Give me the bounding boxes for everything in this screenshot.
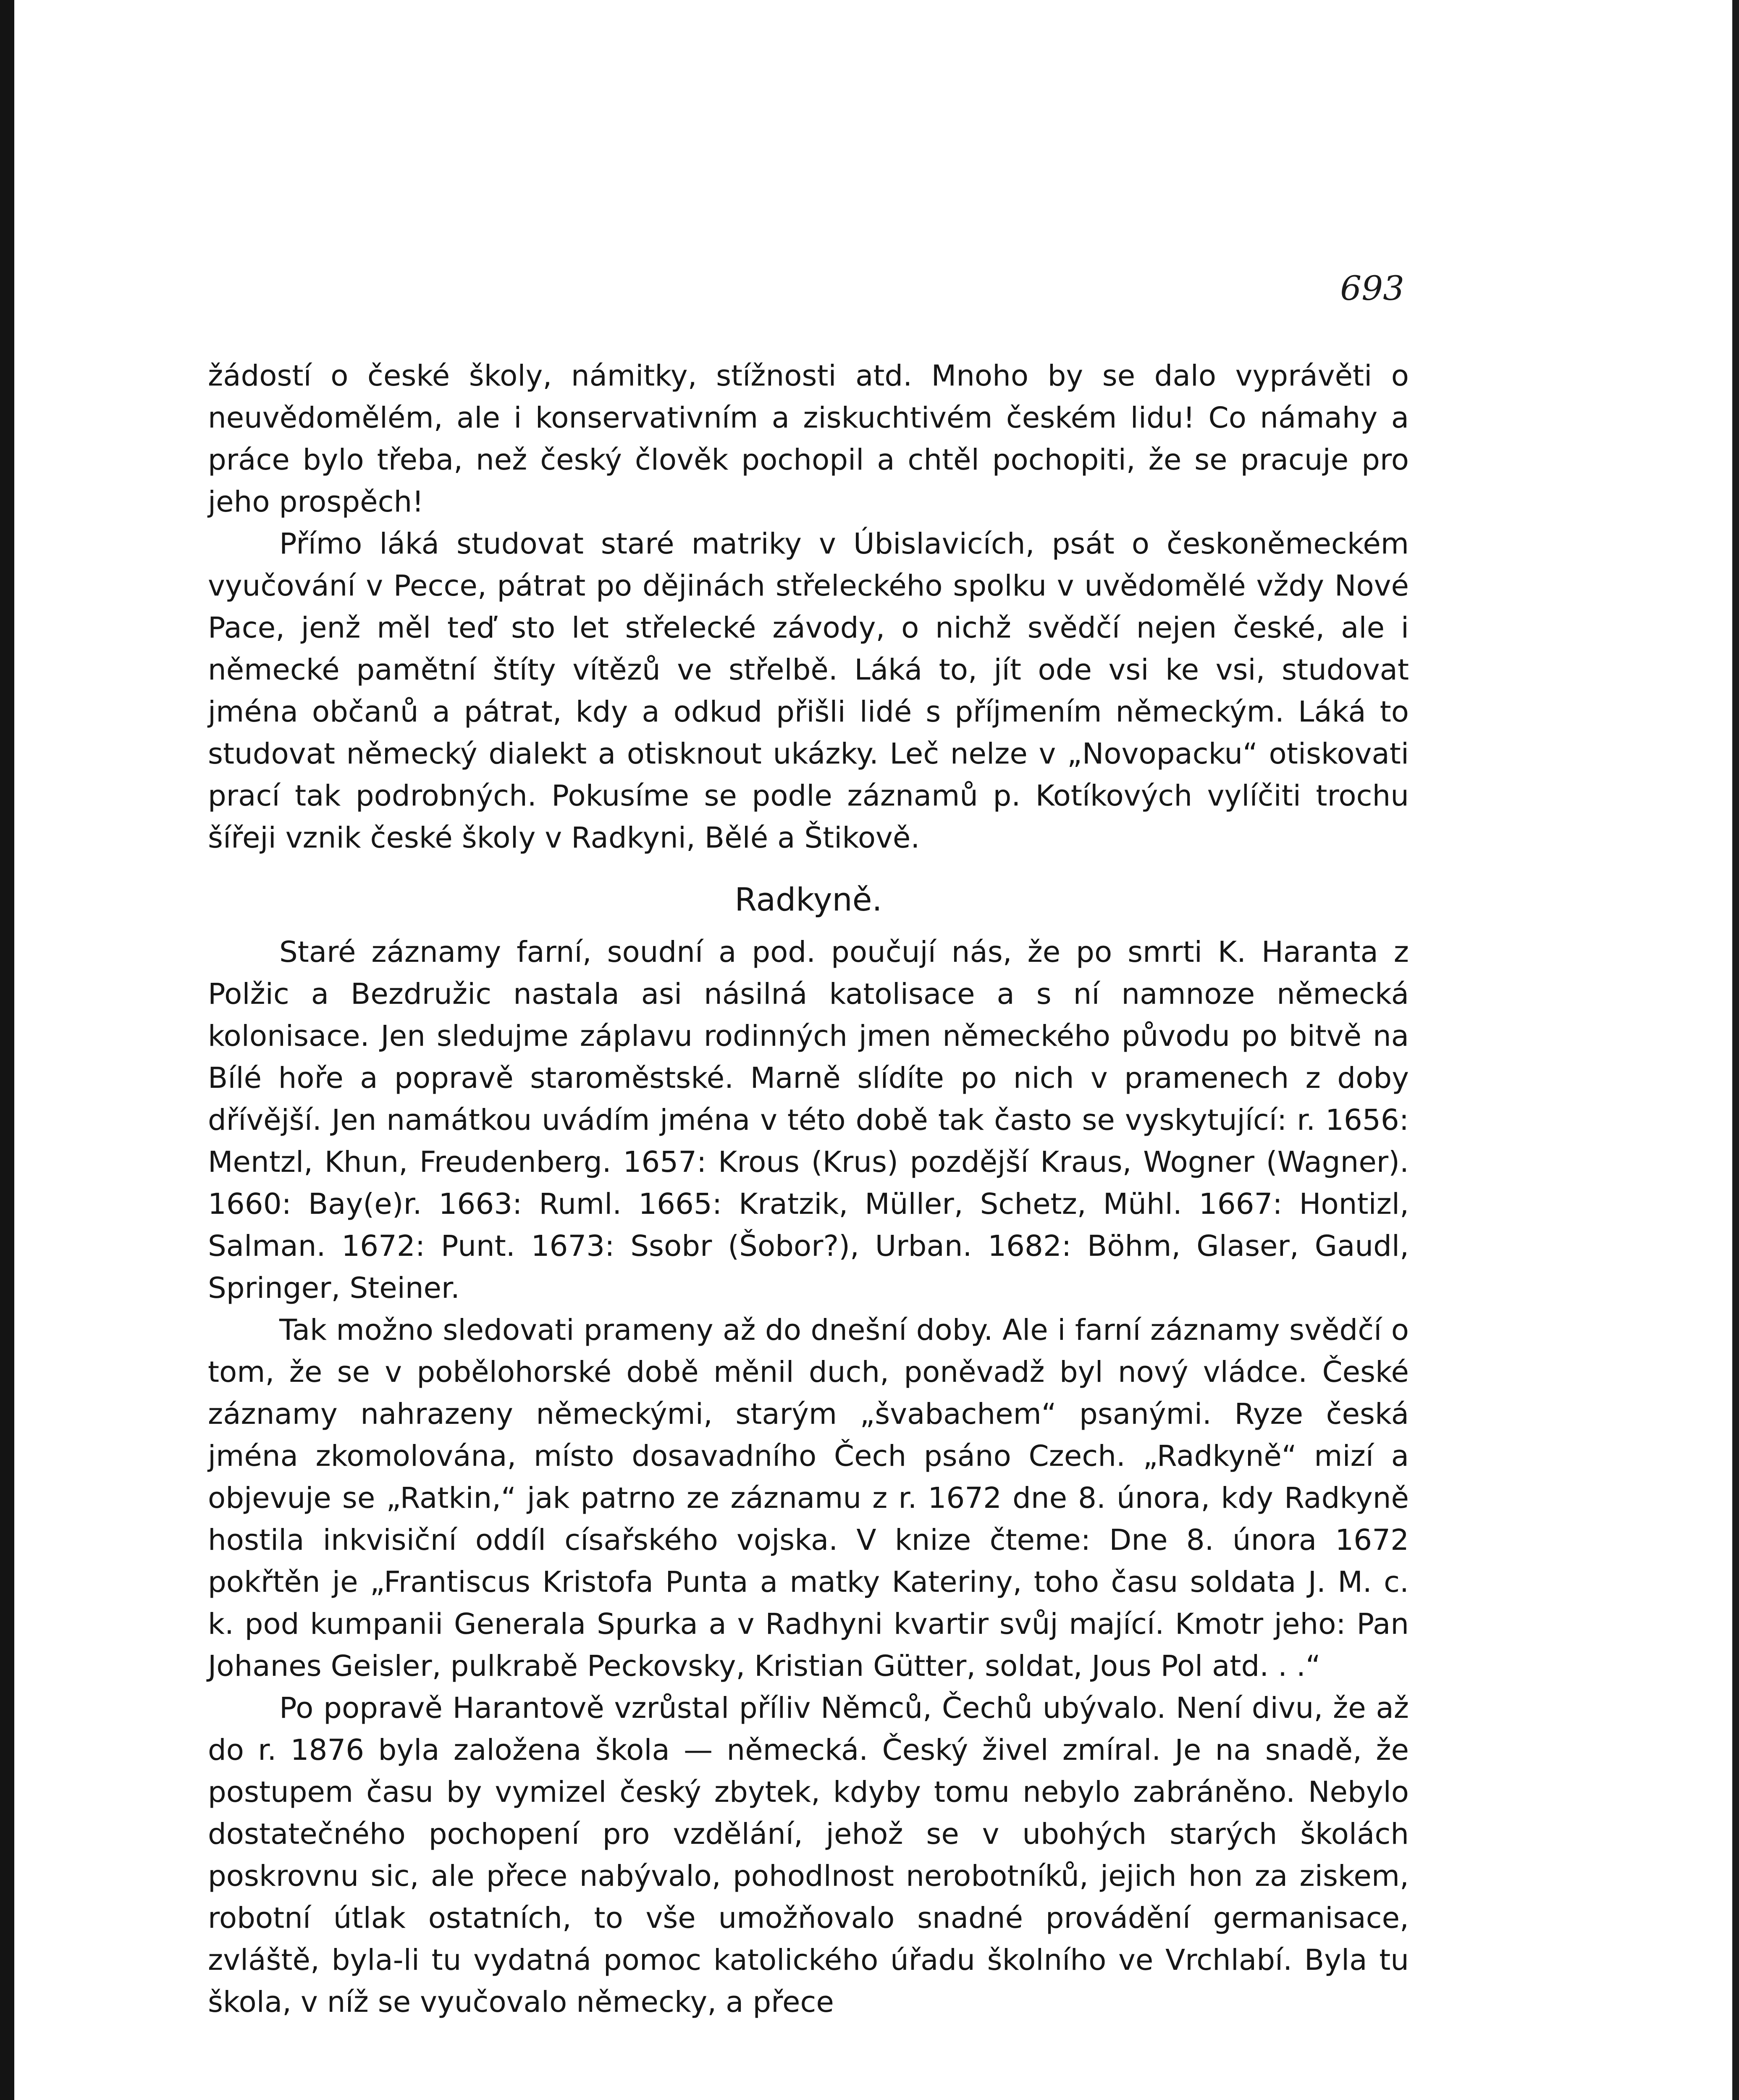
body-text	[208, 355, 1409, 2023]
paragraph: Tak možno sledovati prameny až do dnešní doby. Ale i farní záznamy svědčí o tom, že se v pobělohorské době měnil duch, poněvadž byl nový vládce. České záznamy nahrazeny německými, starým „švabachem“ psanými. Ryze česká jména zkomolována, místo dosavadního Čech psáno Czech. „Radkyně“ mizí a objevuje se „Ratkin,“ jak patrno ze záznamu z r. 1672 dne 8. února, kdy Radkyně hostila inkvisiční oddíl císařského vojska. V knize čteme: Dne 8. února 1672 pokřtěn je „Frantiscus Kristofa Punta a matky Kateriny, toho času soldata J. M. c. k. pod kumpanii Generala Spurka a v Radhyni kvartir svůj mající. Kmotr jeho: Pan Johanes Geisler, pulkrabě Peckovsky, Kristian Gütter, soldat, Jous Pol atd. . .“	[208, 1313, 1409, 1683]
paragraph: Po popravě Harantově vzrůstal příliv Němců, Čechů ubývalo. Není divu, že až do r. 1876 byla založena škola — německá. Český živel zmíral. Je na snadě, že postupem času by vymizel český zbytek, kdyby tomu nebylo zabráněno. Nebylo dostatečného pochopení pro vzdělání, jehož se v ubohých starých školách poskrovnu sic, ale přece nabývalo, pohodlnost nerobotníků, jejich hon za ziskem, robotní útlak ostatních, to vše umožňovalo snadné provádění germanisace, zvláště, byla-li tu vydatná pomoc katolického úřadu školního ve Vrchlabí. Byla tu škola, v níž se vyučovalo německy, a přece	[208, 1691, 1409, 2019]
section-heading: Radkyně.	[734, 881, 882, 918]
paragraph: Přímo láká studovat staré matriky v Úbislavicích, psát o českoněmeckém vyučování v Pecce, pátrat po dějinách střeleckého spolku v uvědomělé vždy Nové Pace, jenž měl teď sto let střelecké závody, o nichž svědčí nejen české, ale i německé pamětní štíty vítězů ve střelbě. Láká to, jít ode vsi ke vsi, studovat jména občanů a pátrat, kdy a odkud přišli lidé s příjmením německým. Láká to studovat německý dialekt a otisknout ukázky. Leč nelze v „Novopacku“ otiskovati prací tak podrobných. Pokusíme se podle záznamů p. Kotíkových vylíčiti trochu šířeji vznik české školy v Radkyni, Bělé a Štikově.	[208, 527, 1409, 855]
scan-border-right	[1732, 0, 1739, 2100]
paragraph: Staré záznamy farní, soudní a pod. poučují nás, že po smrti K. Haranta z Polžic a Bezdružic nastala asi násilná katolisace a s ní namnoze německá kolonisace. Jen sledujme záplavu rodinných jmen německého původu po bitvě na Bílé hoře a popravě staroměstské. Marně slídíte po nich v pramenech z doby dřívější. Jen namátkou uvádím jména v této době tak často se vyskytující: r. 1656: Mentzl, Khun, Freudenberg. 1657: Krous (Krus) pozdější Kraus, Wogner (Wagner). 1660: Bay(e)r. 1663: Ruml. 1665: Kratzik, Müller, Schetz, Mühl. 1667: Hontizl, Salman. 1672: Punt. 1673: Ssobr (Šobor?), Urban. 1682: Böhm, Glaser, Gaudl, Springer, Steiner.	[208, 935, 1409, 1305]
page-number: 693	[1340, 269, 1404, 308]
scan-border-left	[0, 0, 14, 2100]
paragraph: žádostí o české školy, námitky, stížnosti atd. Mnoho by se dalo vyprávěti o neuvědomělém, ale i konservativním a ziskuchtivém českém lidu! Co námahy a práce bylo třeba, než český člověk pochopil a chtěl pochopiti, že se pracuje pro jeho prospěch!	[208, 359, 1409, 519]
